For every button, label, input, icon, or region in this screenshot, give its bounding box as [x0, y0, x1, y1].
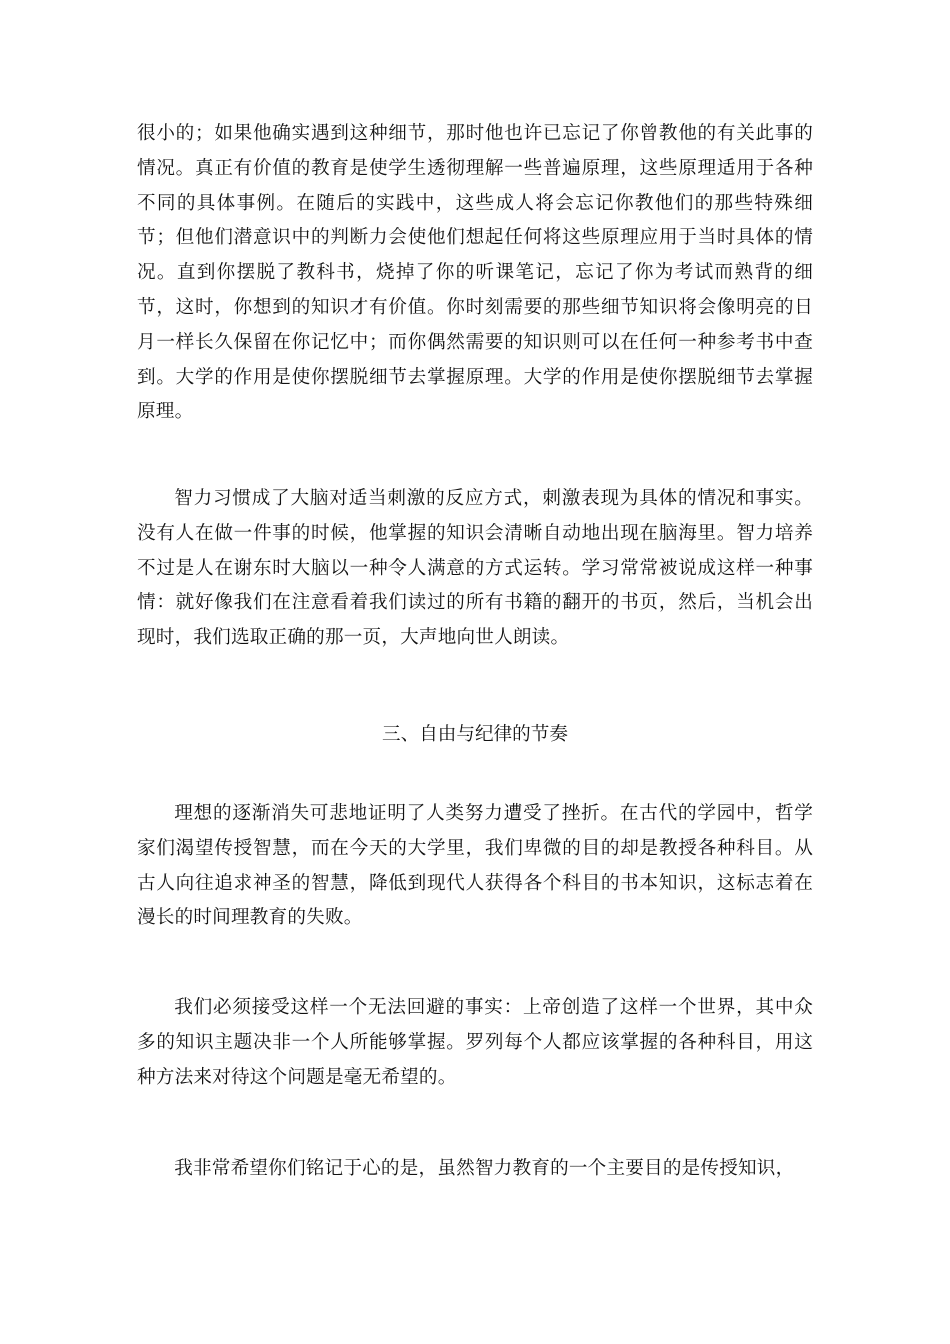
paragraph-2: 智力习惯成了大脑对适当刺激的反应方式，刺激表现为具体的情况和事实。没有人在做一件事的时候，他掌握的知识会清晰自动地出现在脑海里。智力培养不过是人在谢东时大脑以一种令人满意的方式运转。学习常常被说成这样一种事情：就好像我们在注意看着我们读过的所有书籍的翻开的书页，然后，当机会出现时，我们选取正确的那一页，大声地向世人朗读。	[137, 488, 813, 649]
paragraph-4: 我们必须接受这样一个无法回避的事实：上帝创造了这样一个世界，其中众多的知识主题决非一个人所能够掌握。罗列每个人都应该掌握的各种科目，用这种方法来对待这个问题是毫无希望的。	[137, 997, 813, 1088]
section-heading: 三、自由与纪律的节奏	[382, 724, 568, 745]
paragraph-3: 理想的逐渐消失可悲地证明了人类努力遭受了挫折。在古代的学园中，哲学家们渴望传授智慧，而在今天的大学里，我们卑微的目的却是教授各种科目。从古人向往追求神圣的智慧，降低到现代人获得各个科目的书本知识，这标志着在漫长的时间理教育的失败。	[137, 803, 813, 929]
paragraph-1: 很小的；如果他确实遇到这种细节，那时他也许已忘记了你曾教他的有关此事的情况。真正有价值的教育是使学生透彻理解一些普遍原理，这些原理适用于各种不同的具体事例。在随后的实践中，这些成人将会忘记你教他们的那些特殊细节；但他们潜意识中的判断力会使他们想起任何将这些原理应用于当时具体的情况。直到你摆脱了教科书，烧掉了你的听课笔记，忘记了你为考试而熟背的细节，这时，你想到的知识才有价值。你时刻需要的那些细节知识将会像明亮的日月一样长久保留在你记忆中；而你偶然需要的知识则可以在任何一种参考书中查到。大学的作用是使你摆脱细节去掌握原理。大学的作用是使你摆脱细节去掌握原理。	[137, 123, 813, 423]
paragraph-5: 我非常希望你们铭记于心的是，虽然智力教育的一个主要目的是传授知识，	[174, 1158, 795, 1179]
